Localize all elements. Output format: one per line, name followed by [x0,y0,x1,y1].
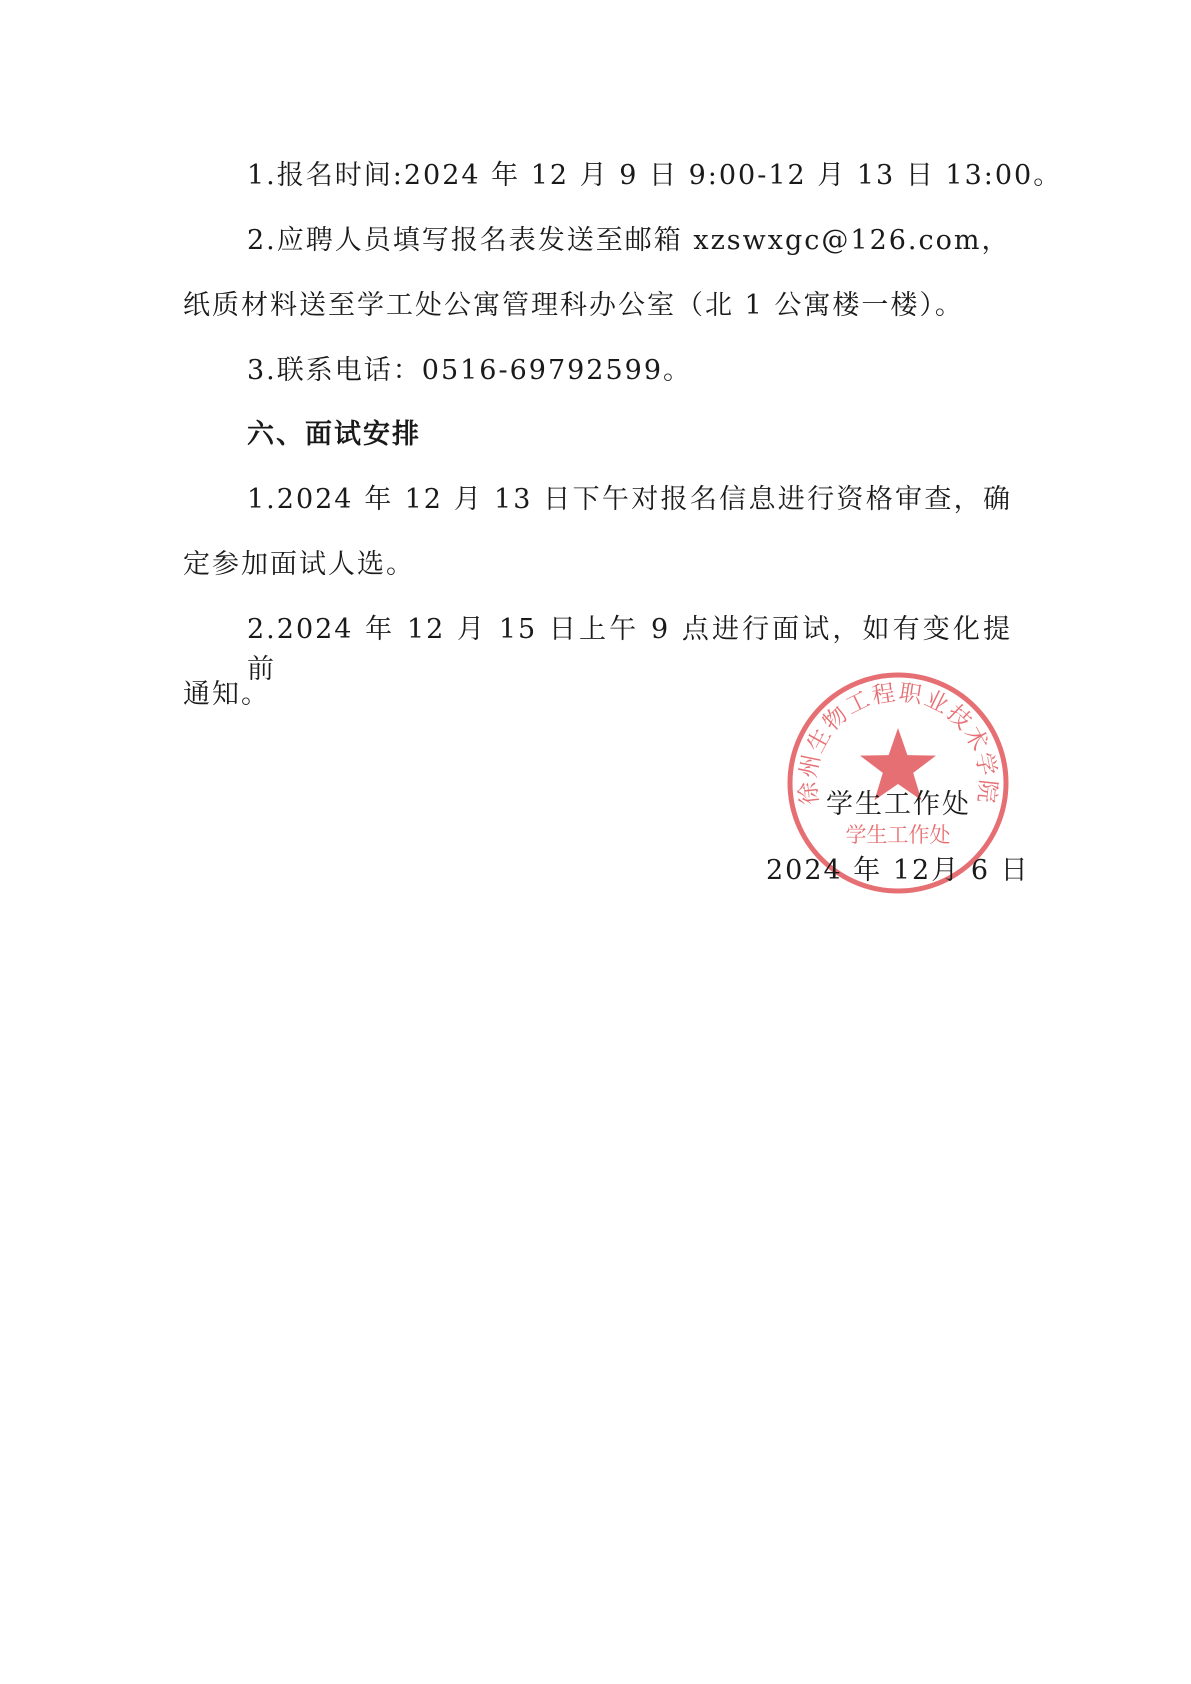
interview-item2-line1: 2.2024 年 12 月 15 日上午 9 点进行面试，如有变化提前 [247,614,1012,685]
interview-item1-line1: 1.2024 年 12 月 13 日下午对报名信息进行资格审查，确 [247,484,1012,515]
seal-bottom-text: 学生工作处 [845,823,951,847]
paragraph-application-line2: 纸质材料送至学工处公寓管理科办公室（北 1 公寓楼一楼）。 [183,290,964,321]
signature-department: 学生工作处 [826,789,971,820]
paragraph-registration-time: 1.报名时间:2024 年 12 月 9 日 9:00-12 月 13 日 13:00。 [247,160,1063,191]
interview-item1-line2: 定参加面试人选。 [183,549,415,580]
seal-ring-text: 徐州生物工程职业技术学院 [795,679,1001,807]
interview-item2-line2: 通知。 [183,679,270,710]
section-heading-interview: 六、面试安排 [247,419,421,450]
paragraph-contact-phone: 3.联系电话：0516-69792599。 [247,355,693,386]
paragraph-application-line1: 2.应聘人员填写报名表发送至邮箱 xzswxgc@126.com， [247,225,1011,256]
signature-date: 2024 年 12月 6 日 [766,855,1030,886]
